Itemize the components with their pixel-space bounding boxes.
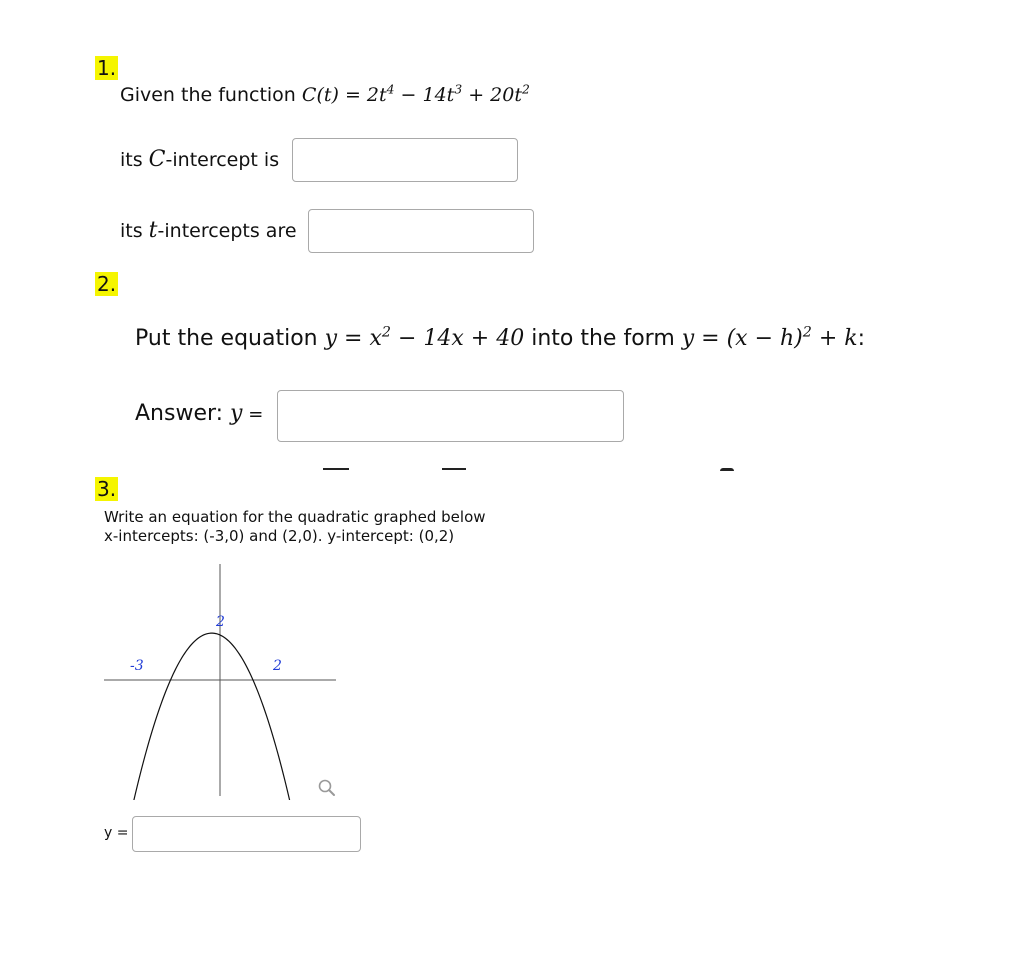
answer-equals: =	[242, 404, 264, 425]
c-variable: C	[148, 147, 166, 172]
x-tick-label-2: 2	[273, 658, 282, 674]
q2-equation	[325, 326, 525, 351]
q2-prompt	[135, 326, 865, 351]
q2-eq-part-1: y = x	[324, 326, 382, 351]
q2-eq-part-2: − 14x + 40	[390, 326, 525, 351]
q1-func-part-1: C(t) = 2t	[301, 84, 387, 106]
c-intercept-input[interactable]	[292, 138, 518, 182]
q2-eq-exp: 2	[381, 324, 391, 341]
q1-function	[302, 84, 530, 106]
c-intercept-suffix: -intercept is	[165, 149, 280, 171]
q3-intercepts-info: x-intercepts: (-3,0) and (2,0). y-intercept: (0,2)	[104, 527, 455, 545]
t-intercepts-suffix: -intercepts are	[157, 220, 297, 242]
q1-exp-4: 4	[386, 82, 395, 97]
clipped-mark-3	[720, 468, 734, 471]
q3-instruction: Write an equation for the quadratic graphed below	[104, 508, 486, 526]
t-variable: t	[148, 218, 158, 243]
y-tick-label-2: 2	[216, 614, 225, 630]
q2-answer-input[interactable]	[277, 390, 624, 442]
question-number-3: 3.	[97, 477, 117, 501]
q2-prompt-start: Put the equation	[135, 326, 325, 351]
t-intercepts-input[interactable]	[308, 209, 534, 253]
q2-prompt-mid: into the form	[524, 326, 682, 351]
q2-form-part-1: y = (x − h)	[681, 326, 803, 351]
q3-y-label: y =	[104, 825, 129, 841]
q1-exp-3: 3	[454, 82, 463, 97]
x-tick-label-neg3: -3	[130, 658, 144, 674]
answer-variable: y	[230, 401, 243, 426]
clipped-mark-2	[442, 468, 466, 470]
q3-y-input[interactable]	[132, 816, 361, 852]
q1-exp-2: 2	[521, 82, 530, 97]
q2-form-exp: 2	[802, 324, 812, 341]
magnifier-icon[interactable]	[316, 778, 338, 800]
q1-func-part-3: + 20t	[462, 84, 522, 106]
answer-label: Answer:	[135, 401, 231, 426]
t-intercepts-prefix: its	[120, 220, 149, 242]
parabola-curve	[133, 633, 314, 800]
q1-intro: Given the function	[120, 84, 296, 106]
q1-func-part-2: − 14t	[394, 84, 455, 106]
q2-form	[682, 326, 858, 351]
question-number-2: 2.	[97, 272, 117, 296]
q2-answer-label	[135, 401, 263, 426]
question-number-1: 1.	[97, 56, 117, 80]
quadratic-graph[interactable]	[96, 560, 346, 800]
q2-colon: :	[857, 326, 866, 351]
clipped-mark-1	[323, 468, 349, 470]
c-intercept-prefix: its	[120, 149, 149, 171]
c-intercept-label	[120, 147, 279, 172]
t-intercepts-label	[120, 218, 297, 243]
q1-prompt	[120, 84, 530, 106]
q2-form-part-2: + k	[811, 326, 858, 351]
